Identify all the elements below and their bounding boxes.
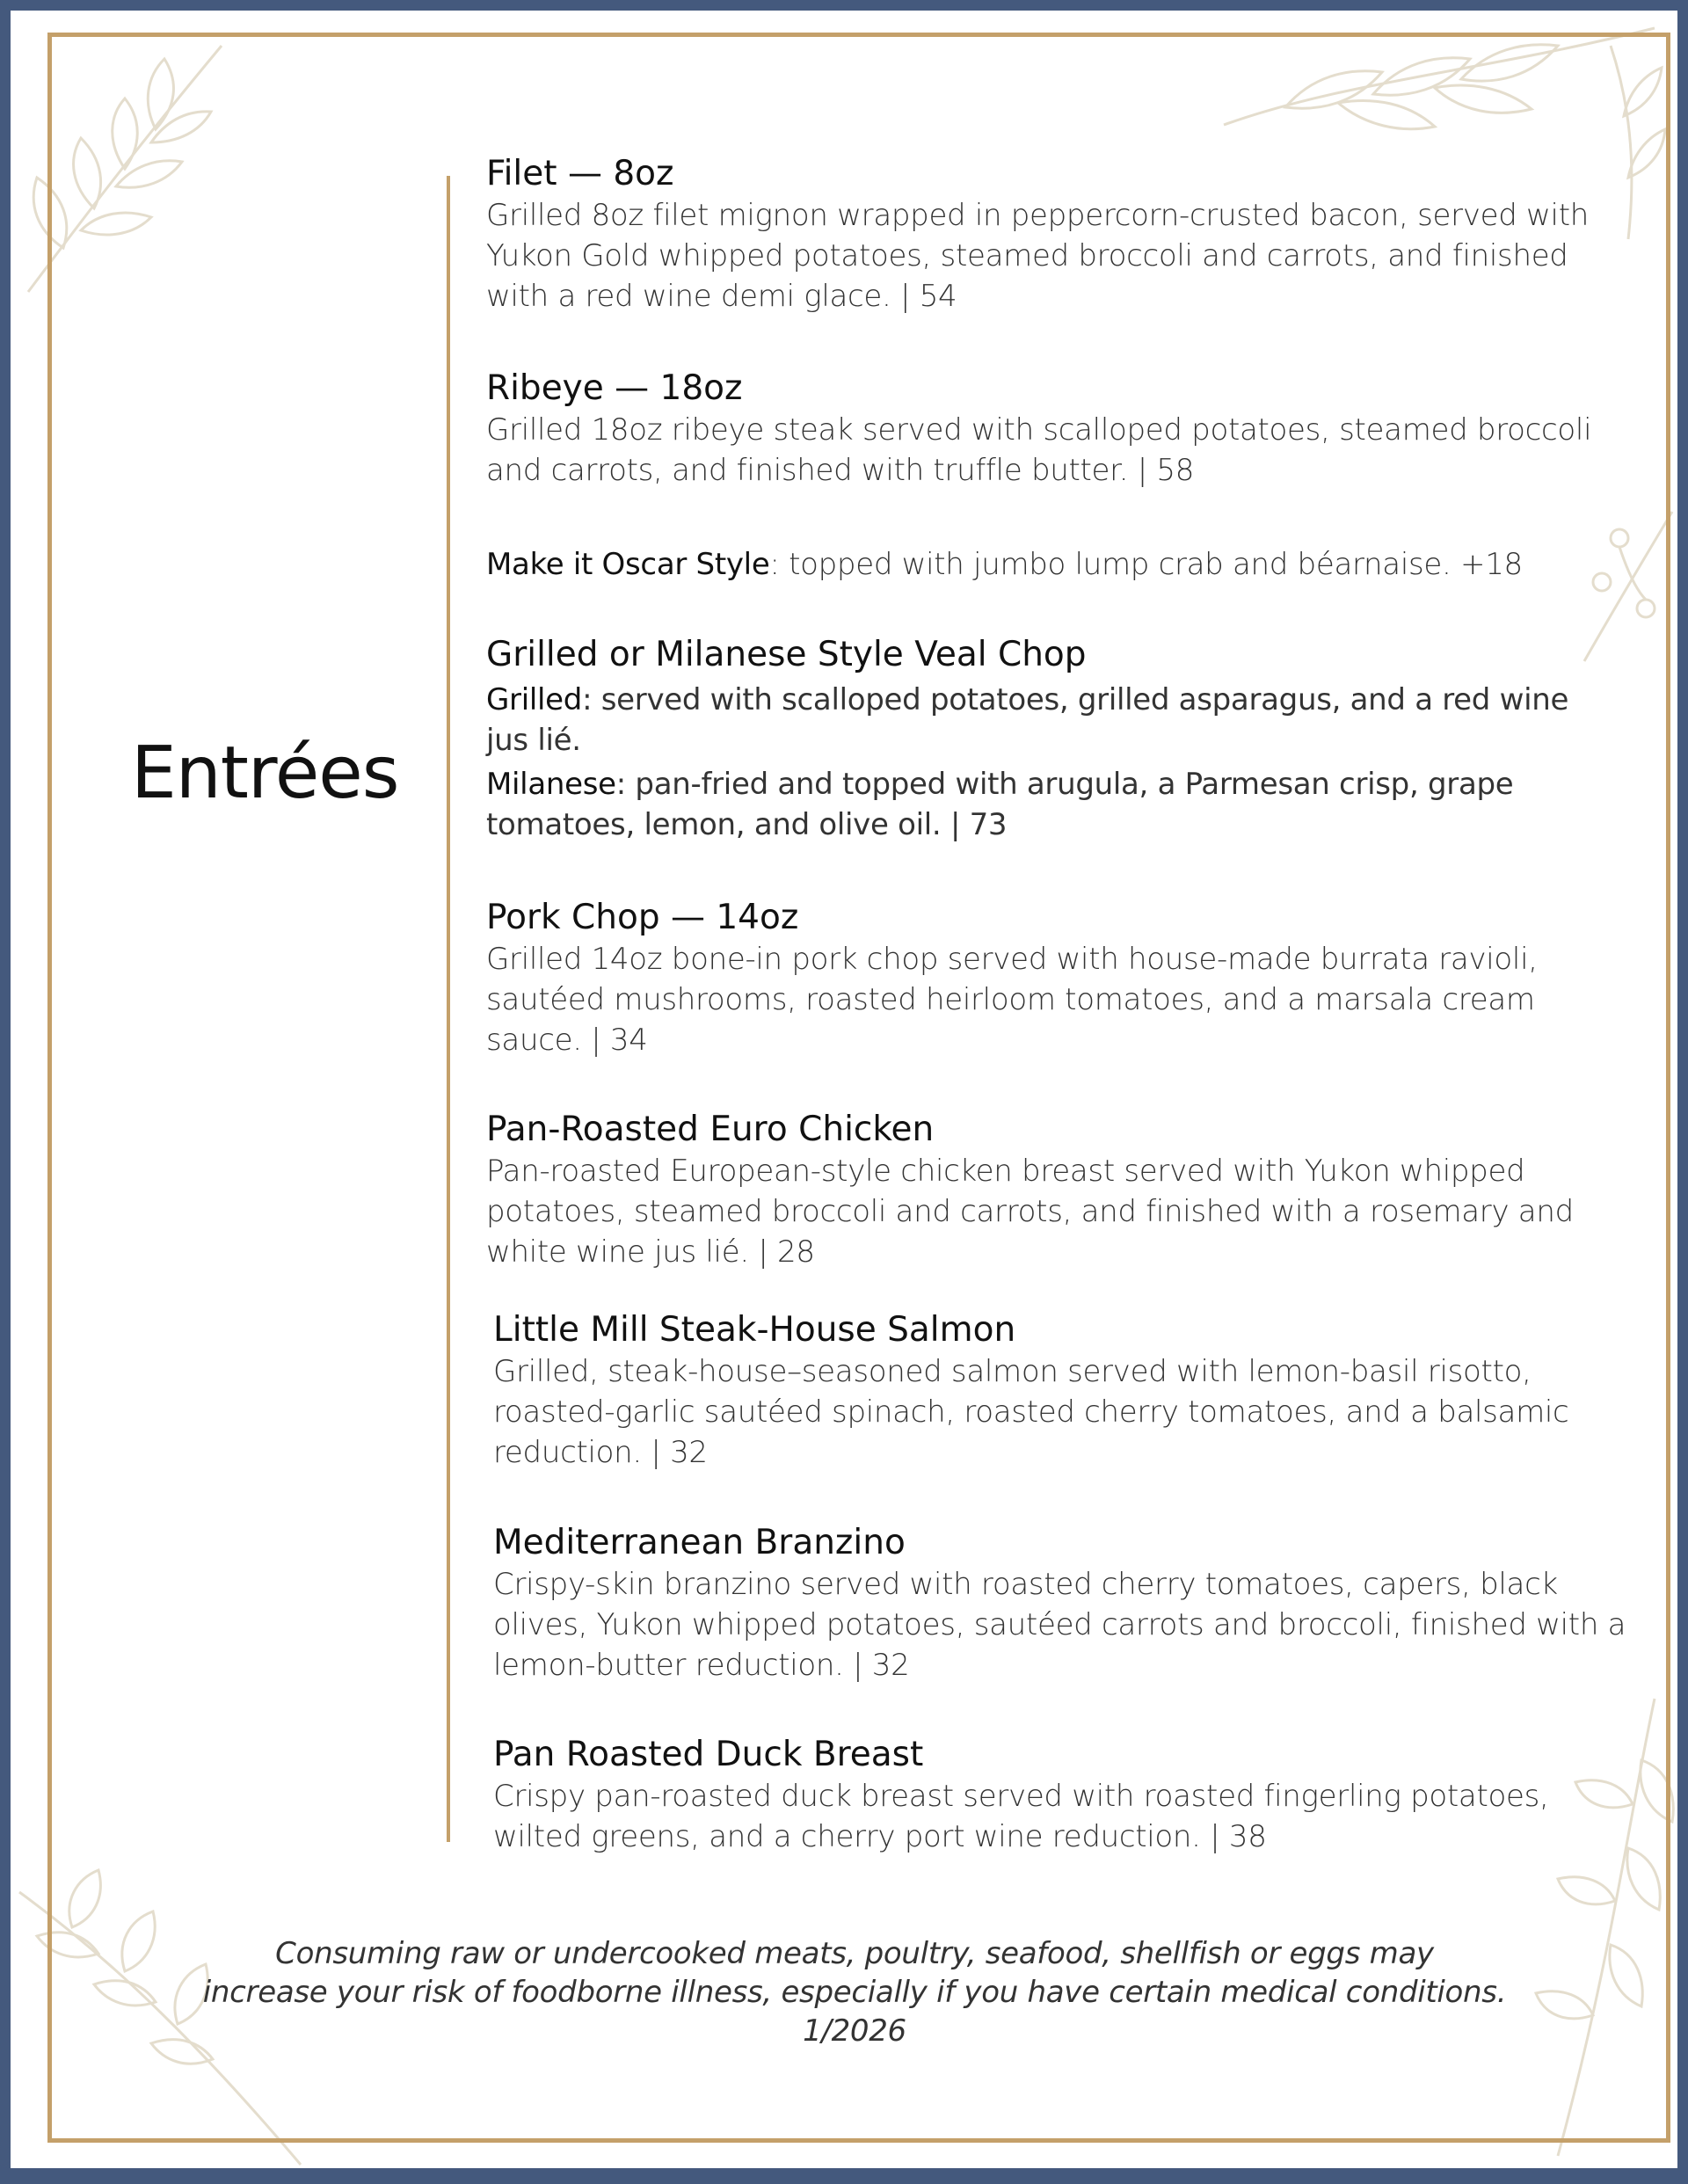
menu-item-euro-chicken [486, 1109, 1612, 1272]
item-description: Pan-roasted European-style chicken breast served with Yukon whipped potatoes, steamed broccoli and carrots, and finished with a rosemary and white wine jus lié. | 28 [486, 1154, 1574, 1270]
item-name: Pork Chop — 14oz [486, 898, 799, 937]
item-description: Grilled 8oz filet mignon wrapped in peppercorn-crusted bacon, served with Yukon Gold whipped potatoes, steamed broccoli and carrots, and finished with a red wine demi glace. | 54 [486, 198, 1589, 314]
milanese-label: Milanese [486, 767, 616, 802]
item-name: Grilled or Milanese Style Veal Chop [486, 635, 1087, 674]
menu-item-veal-chop [486, 634, 1612, 845]
item-description: Grilled 14oz bone-in pork chop served with house-made burrata ravioli, sautéed mushrooms, roasted heirloom tomatoes, and a marsala cream sauce. | 34 [486, 942, 1538, 1058]
menu-item-filet [486, 153, 1612, 317]
item-name: Mediterranean Branzino [493, 1523, 906, 1562]
milanese-text: : pan-fried and topped with arugula, a Parmesan crisp, grape tomatoes, lemon, and olive oil. | 73 [486, 767, 1514, 842]
menu-item-ribeye [486, 368, 1612, 491]
menu-item-duck-breast [493, 1734, 1619, 1857]
grilled-text: : served with scalloped potatoes, grilled asparagus, and a red wine jus lié. [486, 682, 1569, 758]
menu-item-oscar-style [486, 544, 1612, 585]
item-description: Grilled 18oz ribeye steak served with scalloped potatoes, steamed broccoli and carrots, and finished with truffle butter. | 58 [486, 412, 1592, 488]
menu-page [11, 11, 1677, 2168]
item-name: Filet — 8oz [486, 154, 674, 193]
item-name: Pan Roasted Duck Breast [493, 1735, 924, 1774]
oscar-style-label: Make it Oscar Style [486, 547, 770, 582]
menu-date: 1/2026 [803, 2013, 906, 2049]
gold-divider [447, 176, 450, 1842]
menu-item-branzino [493, 1522, 1627, 1685]
item-name: Ribeye — 18oz [486, 368, 743, 408]
section-title: Entrées [131, 732, 399, 815]
disclaimer-line-1: Consuming raw or undercooked meats, poultry, seafood, shellfish or eggs may [275, 1936, 1434, 1971]
item-description: Crispy pan-roasted duck breast served with roasted fingerling potatoes, wilted greens, and a cherry port wine reduction. | 38 [493, 1779, 1549, 1854]
menu-item-salmon [493, 1309, 1619, 1473]
item-name: Pan-Roasted Euro Chicken [486, 1110, 935, 1149]
menu-item-pork-chop [486, 897, 1612, 1060]
disclaimer-line-2: increase your risk of foodborne illness, especially if you have certain medical conditions. [202, 1975, 1507, 2010]
item-description: Crispy-skin branzino served with roasted cherry tomatoes, capers, black olives, Yukon whipped potatoes, sautéed carrots and broccoli, finished with a lemon-butter reduction. | 32 [493, 1567, 1626, 1683]
item-name: Little Mill Steak-House Salmon [493, 1310, 1016, 1350]
oscar-style-text: : topped with jumbo lump crab and béarnaise. +18 [769, 547, 1523, 582]
food-safety-disclaimer [11, 1934, 1688, 2050]
item-description: Grilled, steak-house–seasoned salmon served with lemon-basil risotto, roasted-garlic sautéed spinach, roasted cherry tomatoes, and a balsamic reduction. | 32 [493, 1354, 1569, 1470]
grilled-label: Grilled [486, 682, 583, 717]
